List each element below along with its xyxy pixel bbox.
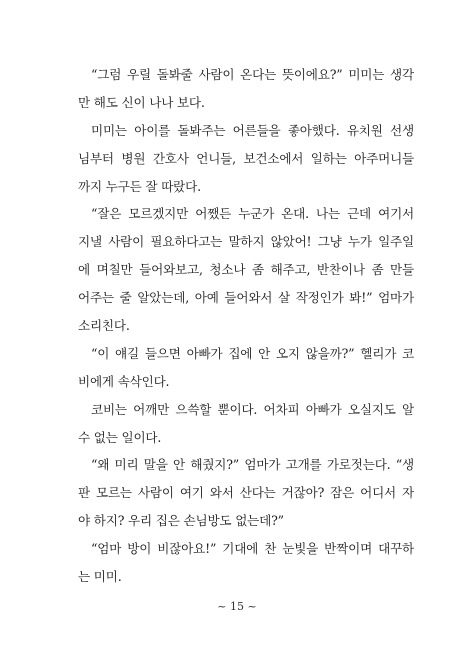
text-line: 님부터 병원 간호사 언니들, 보건소에서 일하는 아주머니들 bbox=[78, 150, 414, 166]
paragraph bbox=[78, 61, 414, 117]
text-line: 까지 누구든 잘 따랐다. bbox=[78, 178, 201, 194]
text-line: 에 며칠만 들어와보고, 청소나 좀 해주고, 반찬이나 좀 만들 bbox=[78, 262, 414, 278]
text-line: “엄마 방이 비잖아요!” 기대에 찬 눈빛을 반짝이며 대꾸하 bbox=[91, 541, 414, 557]
text-line: 판 모르는 사람이 여기 와서 산다는 거잖아? 잠은 어디서 자 bbox=[78, 485, 414, 501]
text-line: 소리친다. bbox=[78, 318, 130, 334]
text-line: 는 미미. bbox=[78, 569, 122, 585]
paragraph bbox=[78, 117, 414, 201]
text-line: “이 얘길 들으면 아빠가 집에 안 오지 않을까?” 헬리가 코 bbox=[91, 345, 414, 361]
paragraph bbox=[78, 451, 414, 535]
page-number: ~ 15 ~ bbox=[217, 600, 257, 613]
text-line: 코비는 어깨만 으쓱할 뿐이다. 어차피 아빠가 오실지도 알 bbox=[91, 401, 414, 417]
text-line: 지낼 사람이 필요하다고는 말하지 않았어! 그냥 누가 일주일 bbox=[78, 234, 414, 250]
paragraph bbox=[78, 200, 414, 339]
text-line: 미미는 아이를 돌봐주는 어른들을 좋아했다. 유치원 선생 bbox=[91, 122, 414, 138]
text-line: 수 없는 일이다. bbox=[78, 429, 162, 445]
text-line: “잘은 모르겠지만 어쨌든 누군가 온대. 나는 근데 여기서 bbox=[91, 206, 414, 222]
paragraph bbox=[78, 340, 414, 396]
text-line: 야 하지? 우리 집은 손님방도 없는데?” bbox=[78, 513, 284, 529]
text-line: “왜 미리 말을 안 해줬지?” 엄마가 고개를 가로젓는다. “생 bbox=[91, 457, 414, 473]
paragraph bbox=[78, 535, 414, 591]
text-line: 만 해도 신이 나나 보다. bbox=[78, 94, 205, 110]
text-line: 어주는 줄 알았는데, 아예 들어와서 살 작정인가 봐!” 엄마가 bbox=[78, 290, 414, 306]
text-line: “그럼 우릴 돌봐줄 사람이 온다는 뜻이에요?” 미미는 생각 bbox=[91, 67, 414, 82]
body-text bbox=[78, 61, 414, 591]
paragraph bbox=[78, 396, 414, 452]
text-line: 비에게 속삭인다. bbox=[78, 373, 170, 389]
